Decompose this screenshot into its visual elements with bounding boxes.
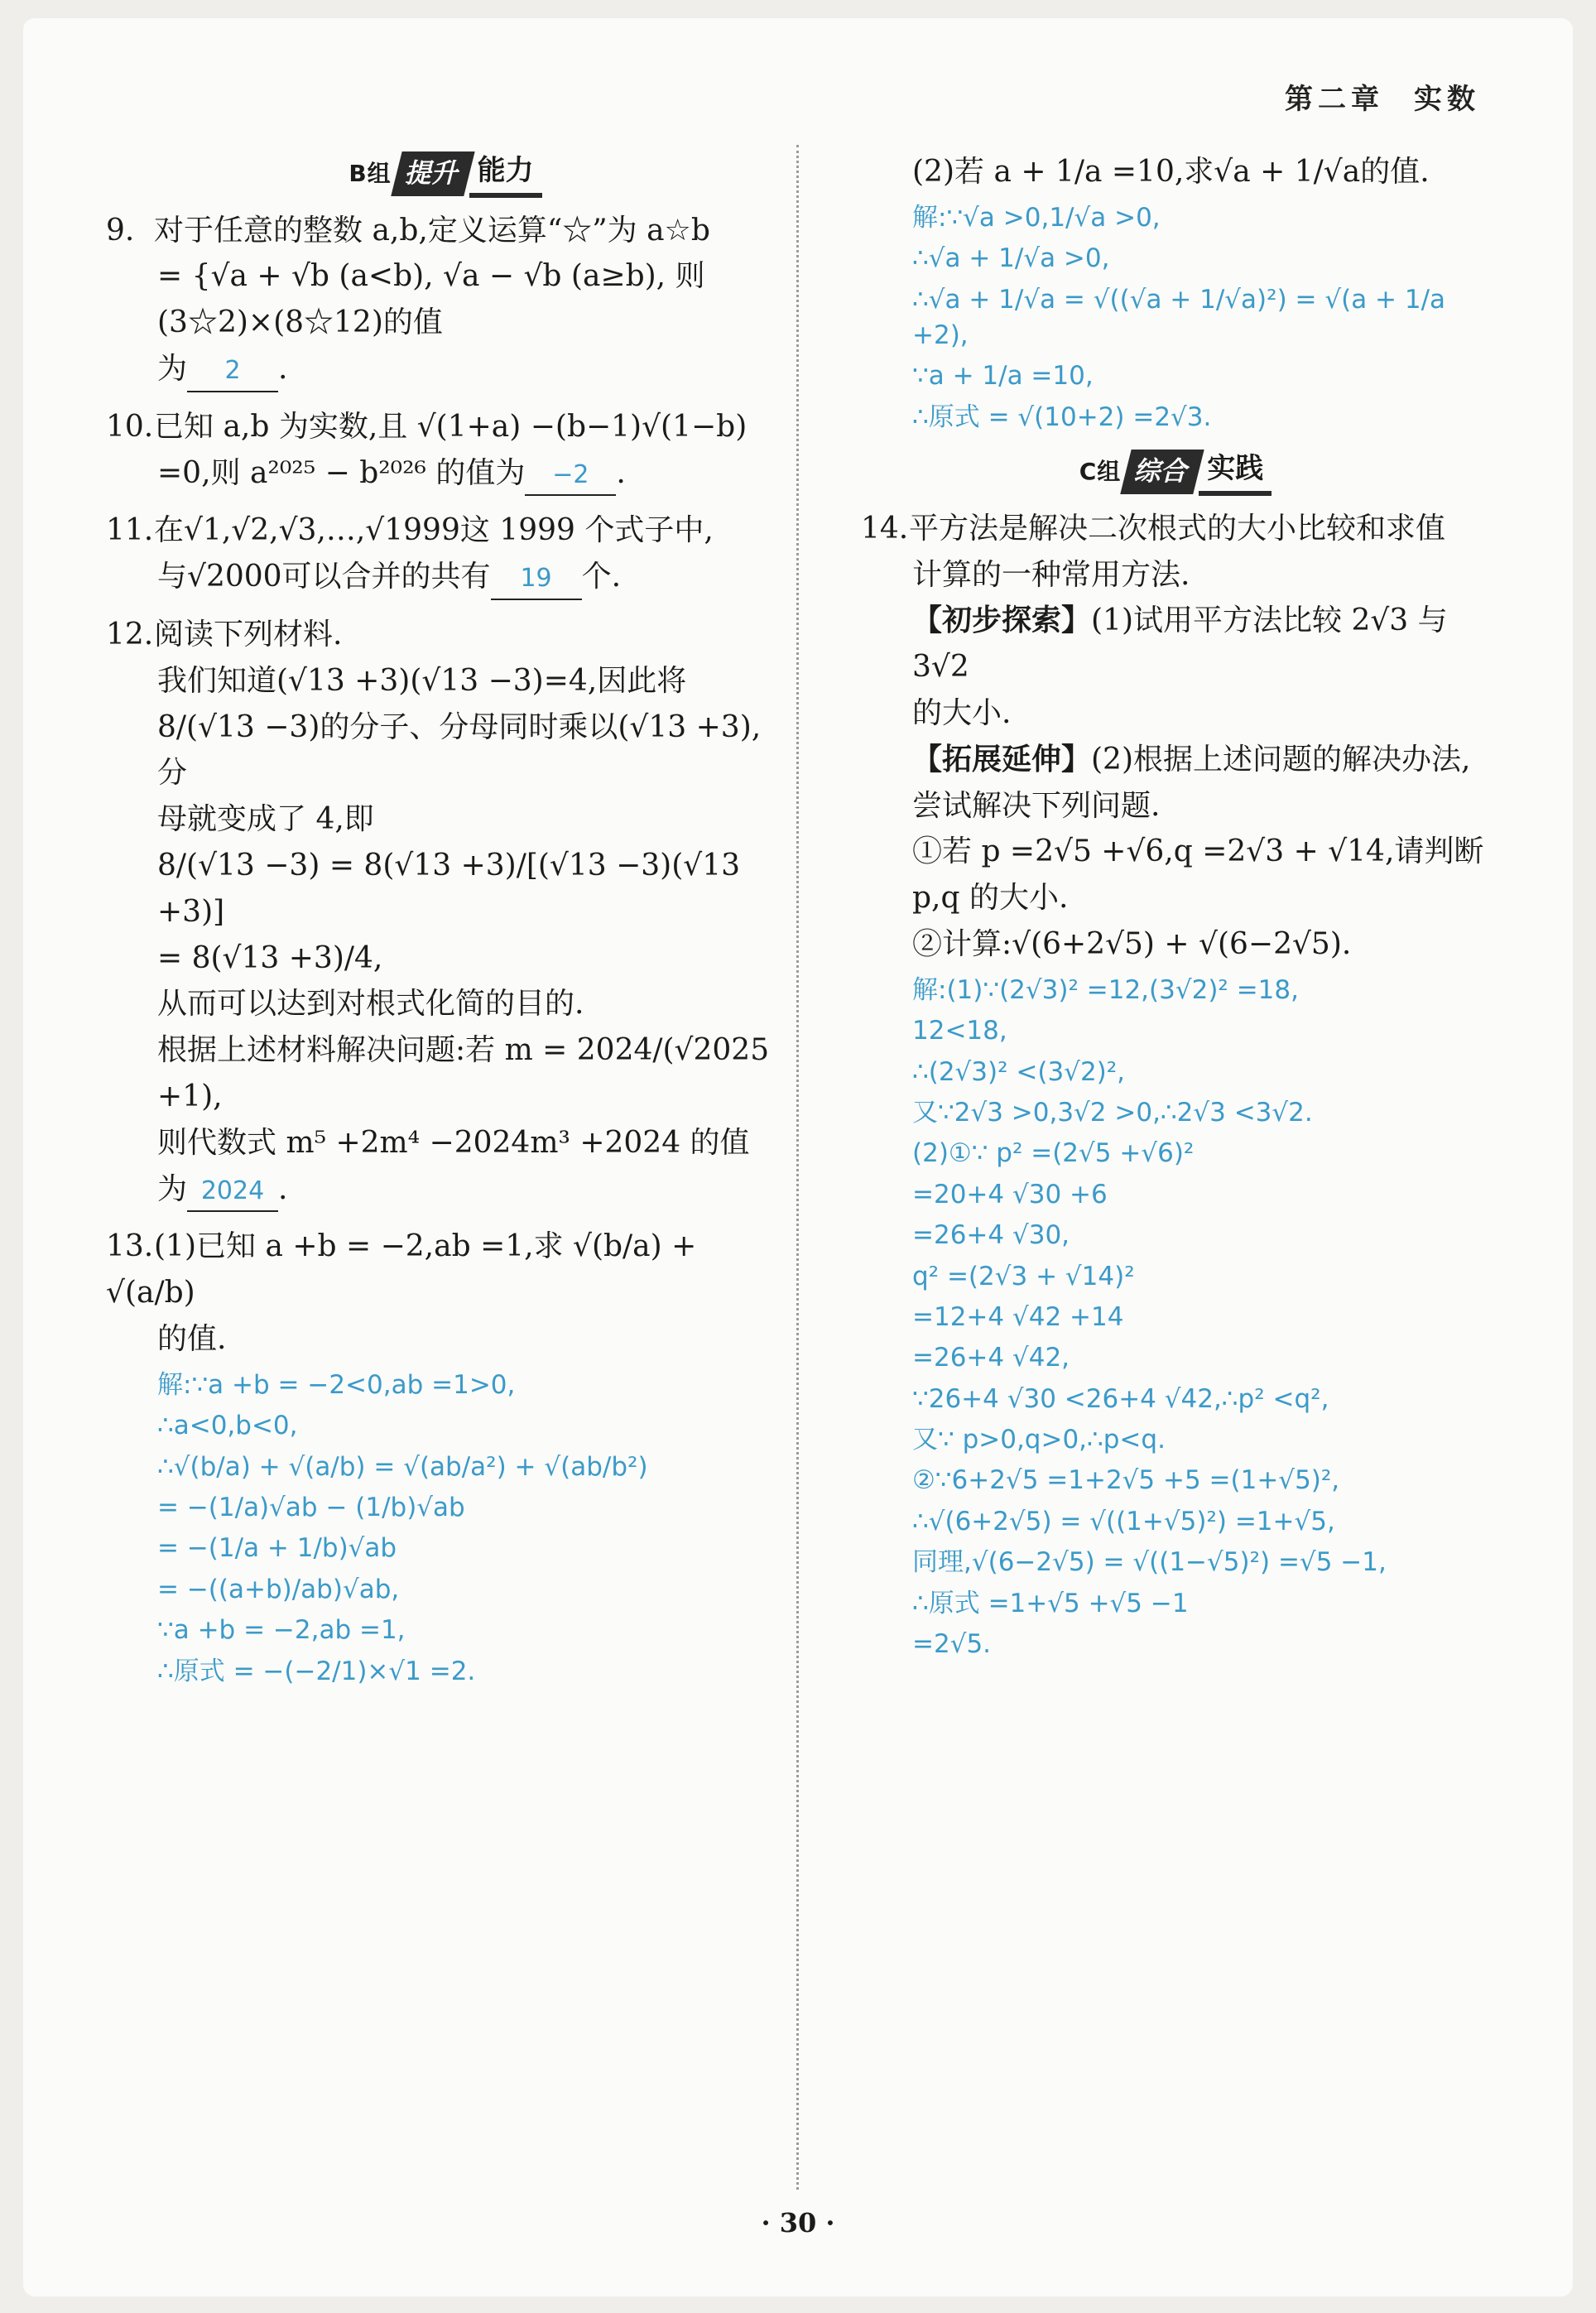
solution-line: = −(1/a)√ab − (1/b)√ab (157, 1492, 465, 1522)
solution-line: ∴√a + 1/√a >0, (912, 243, 1110, 274)
solution-line: ∴原式 = −(−2/1)×√1 =2. (157, 1656, 476, 1686)
question-12: 12.阅读下列材料. 我们知道(√13 +3)(√13 −3)=4,因此将 8/(√13 −3)的分子、分母同时乘以(√13 +3),分 母就变成了 4,即 8/(√13 −3) = 8(√13 +3)/[(√13 −3)(√13 +3)] = 8(√13 +3)/4, 从而可以达到对根式化简的目的. 根据上述材料解决问题:若 m = 2024/(√2025 +1), 则代数式 m⁵ +2m⁴ −2024m³ +2024 的值 为 2024 . (106, 612, 785, 1212)
section-tag: 【拓展延伸】 (912, 741, 1092, 777)
solution-line: (2)①∵ p² =(2√5 +√6)² (912, 1138, 1195, 1169)
question-text: 平方法是解决二次根式的大小比较和求值 (909, 511, 1446, 546)
question-text: = {√a + √b (a<b), √a − √b (a≥b), 则(3☆2)×(8☆12)的值 (157, 259, 705, 340)
banner-group: B组 (349, 159, 392, 187)
question-text: 对于任意的整数 a,b,定义运算“☆”为 a☆b (154, 213, 710, 248)
solution-line: ∴√(b/a) + √(a/b) = √(ab/a²) + √(ab/b²) (157, 1451, 648, 1482)
question-number: 11. (106, 513, 154, 548)
material-line: 根据上述材料解决问题:若 m = 2024/(√2025 +1), (157, 1033, 770, 1114)
banner-group: C组 (1079, 457, 1122, 485)
question-text: 的大小. (912, 696, 1012, 731)
solution-line: = −(1/a + 1/b)√ab (157, 1533, 397, 1564)
solution-line: ∵a + 1/a =10, (912, 361, 1094, 392)
banner-word2: 实践 (1199, 447, 1272, 496)
question-9: 9. 对于任意的整数 a,b,定义运算“☆”为 a☆b = {√a + √b (a<b), √a − √b (a≥b), 则(3☆2)×(8☆12)的值 为 2 . (106, 208, 785, 392)
solution-line: =12+4 √42 +14 (912, 1301, 1124, 1332)
section-tag: 【初步探索】 (912, 603, 1092, 638)
question-text: 尝试解决下列问题. (912, 788, 1161, 823)
solution-line: = −((a+b)/ab)√ab, (157, 1574, 400, 1604)
banner-word1: 综合 (1121, 450, 1204, 494)
solution-line: ∵26+4 √30 <26+4 √42,∴p² <q², (912, 1383, 1329, 1414)
question-text: ①若 p =2√5 +√6,q =2√3 + √14,请判断 (912, 834, 1484, 869)
solution-line: 又∵2√3 >0,3√2 >0,∴2√3 <3√2. (912, 1097, 1313, 1128)
question-13 (106, 1224, 785, 1690)
material-line: 从而可以达到对根式化简的目的. (157, 987, 584, 1022)
question-13-part2 (861, 149, 1490, 435)
material-line: 8/(√13 −3)的分子、分母同时乘以(√13 +3),分 (157, 709, 762, 791)
question-text: 与√2000可以合并的共有 (157, 560, 491, 594)
solution-line: =26+4 √30, (912, 1220, 1070, 1251)
question-text: 阅读下列材料. (154, 618, 343, 652)
solution-line: ∴a<0,b<0, (157, 1411, 298, 1441)
answer-blank: 19 (491, 560, 582, 600)
solution-line: ∵a +b = −2,ab =1, (157, 1615, 406, 1646)
question-number: 13. (106, 1229, 154, 1264)
question-number: 14. (861, 511, 909, 546)
material-line: 则代数式 m⁵ +2m⁴ −2024m³ +2024 的值 (157, 1125, 750, 1160)
section-banner-c (861, 447, 1490, 496)
right-column (861, 149, 1490, 1674)
question-text: 已知 a,b 为实数,且 √(1+a) −(b−1)√(1−b) (154, 409, 748, 444)
solution-line: 解:∵√a >0,1/√a >0, (912, 202, 1161, 233)
question-text: 个. (581, 560, 622, 594)
chapter-label: 第二章 (1285, 83, 1384, 116)
question-number: 9. (106, 213, 135, 248)
material-line: = 8(√13 +3)/4, (157, 940, 383, 975)
solution-line: q² =(2√3 + √14)² (912, 1261, 1135, 1291)
page-number: · 30 · (761, 2207, 835, 2238)
answer-blank: 2024 (187, 1172, 278, 1213)
question-text: ②计算:√(6+2√5) + √(6−2√5). (912, 927, 1352, 961)
material-line: 8/(√13 −3) = 8(√13 +3)/[(√13 −3)(√13 +3)] (157, 849, 741, 929)
question-text: =0,则 a²⁰²⁵ − b²⁰²⁶ 的值为 (157, 455, 526, 490)
question-number: 12. (106, 618, 154, 652)
solution-line: =20+4 √30 +6 (912, 1179, 1108, 1209)
solution-line: 解:(1)∵(2√3)² =12,(3√2)² =18, (912, 974, 1299, 1005)
solution-line: 12<18, (912, 1016, 1007, 1046)
solution-line: ∴(2√3)² <(3√2)², (912, 1056, 1126, 1087)
question-text: (2)根据上述问题的解决办法, (1091, 742, 1471, 777)
answer-blank: 2 (187, 352, 278, 392)
solution-line: =26+4 √42, (912, 1343, 1070, 1373)
solution-line: ∴原式 = √(10+2) =2√3. (912, 402, 1212, 432)
column-divider (796, 145, 799, 2190)
question-text: 计算的一种常用方法. (912, 557, 1190, 592)
chapter-title: 实数 (1414, 83, 1480, 116)
solution-line: 解:∵a +b = −2<0,ab =1>0, (157, 1369, 516, 1400)
solution-line: ∴√(6+2√5) = √((1+√5)²) =1+√5, (912, 1506, 1335, 1536)
question-text: 的值. (157, 1322, 227, 1357)
answer-blank: −2 (525, 456, 616, 497)
solution-line: ∴√a + 1/√a = √((√a + 1/√a)²) = √(a + 1/a +2), (912, 284, 1446, 350)
question-text: 在√1,√2,√3,…,√1999这 1999 个式子中, (154, 513, 714, 548)
banner-word1: 提升 (391, 151, 474, 196)
solution-line: 同理,√(6−2√5) = √((1−√5)²) =√5 −1, (912, 1547, 1387, 1578)
solution-line: ②∵6+2√5 =1+2√5 +5 =(1+√5)², (912, 1465, 1340, 1496)
question-text: 为 (157, 352, 188, 387)
question-text: (1)已知 a +b = −2,ab =1,求 √(b/a) + √(a/b) (106, 1229, 697, 1310)
question-text: 为 (157, 1171, 188, 1206)
question-14 (861, 506, 1490, 1663)
material-line: 母就变成了 4,即 (157, 802, 374, 837)
solution-line: ∴原式 =1+√5 +√5 −1 (912, 1588, 1189, 1618)
running-header (1285, 76, 1480, 117)
question-10: 10.已知 a,b 为实数,且 √(1+a) −(b−1)√(1−b) =0,则 a²⁰²⁵ − b²⁰²⁶ 的值为 −2 . (106, 404, 785, 497)
question-text: (1)试用平方法比较 2√3 与 3√2 (912, 603, 1448, 685)
section-banner-b (106, 149, 785, 198)
solution-line: =2√5. (912, 1629, 992, 1660)
question-text: (2)若 a + 1/a =10,求√a + 1/√a的值. (912, 155, 1430, 189)
question-number: 10. (106, 409, 154, 444)
solution-line: 又∵ p>0,q>0,∴p<q. (912, 1425, 1166, 1455)
question-11 (106, 507, 785, 600)
banner-word2: 能力 (469, 149, 542, 198)
material-line: 我们知道(√13 +3)(√13 −3)=4,因此将 (157, 663, 687, 698)
question-text: p,q 的大小. (912, 881, 1069, 916)
left-column (106, 149, 785, 1701)
